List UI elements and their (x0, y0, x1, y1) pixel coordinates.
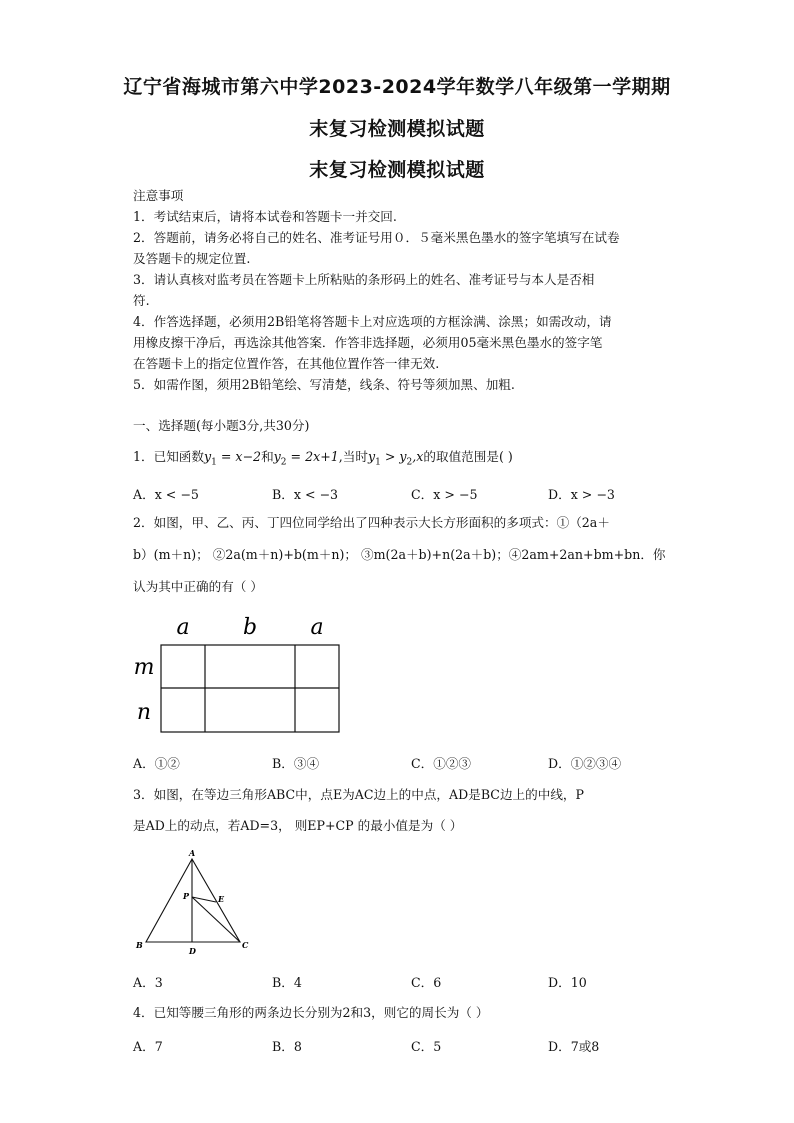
q1-and: 和 (261, 449, 274, 464)
option-a[interactable]: A．x < −5 (133, 487, 199, 502)
notice-line: 5．如需作图，须用2B铅笔绘、写清楚，线条、符号等须加黑、加粗. (133, 377, 515, 392)
point-e-label: E (218, 894, 225, 904)
option-b[interactable]: B．4 (272, 975, 302, 990)
question-4-options (133, 1036, 653, 1056)
notice-line: 在答题卡上的指定位置作答，在其他位置作答一律无效. (133, 356, 440, 371)
vertex-c-label: C (242, 940, 249, 950)
notice-heading: 注意事项 (133, 188, 184, 203)
question-3-stem-line-1: 3．如图，在等边三角形ABC中，点E为AC边上的中点，AD是BC边上的中线，P (133, 787, 584, 802)
notice-line: 及答题卡的规定位置. (133, 251, 251, 266)
label-a-left: a (176, 615, 190, 640)
q1-cmp-b-sub: 2 (406, 457, 413, 468)
doc-title-line-2: 末复习检测模拟试题 (309, 118, 485, 140)
q1-eq2: = 2x+1 (286, 449, 339, 464)
option-b[interactable]: B．③④ (272, 756, 320, 771)
option-d[interactable]: D．x > −3 (548, 487, 615, 502)
option-d[interactable]: D．①②③④ (548, 756, 622, 771)
label-a-right: a (310, 615, 324, 640)
section-heading: 一、选择题(每小题3分,共30分) (133, 418, 310, 433)
notice-line: 1．考试结束后，请将本试卷和答题卡一并交回. (133, 209, 397, 224)
doc-title-line-1: 辽宁省海城市第六中学2023-2024学年数学八年级第一学期期 (123, 76, 671, 98)
option-c[interactable]: C．x > −5 (411, 487, 478, 502)
vertex-a-label: A (189, 848, 196, 858)
q1-eq1: = x−2 (216, 449, 262, 464)
label-b: b (242, 615, 258, 640)
question-2-stem-line-2: b）(m＋n)； ②2a(m＋n)+b(m＋n)； ③m(2a＋b)+n(2a＋b)；④2am+2an+bm+bn．你 (133, 547, 666, 562)
doc-title-line-3: 末复习检测模拟试题 (309, 159, 485, 181)
q1-cmp-a: y (367, 449, 376, 464)
question-1-options (133, 484, 653, 504)
question-2-stem-line-3: 认为其中正确的有（ ） (133, 579, 263, 594)
vertex-b-label: B (136, 940, 143, 950)
q1-when: ,当时 (338, 449, 368, 464)
option-d[interactable]: D．7或8 (548, 1039, 600, 1054)
q1-var: ,x (412, 449, 424, 464)
label-m: m (133, 655, 155, 680)
triangle-figure (130, 845, 260, 960)
option-b[interactable]: B．8 (272, 1039, 302, 1054)
segment-pe (192, 897, 216, 902)
q1-y2: y (273, 449, 281, 464)
segment-pc (192, 897, 240, 942)
question-1-stem (133, 446, 513, 474)
question-3-stem-line-2: 是AD上的动点，若AD=3， 则EP+CP 的最小值是为（ ） (133, 818, 463, 833)
option-a[interactable]: A．①② (133, 756, 180, 771)
option-d[interactable]: D．10 (548, 975, 587, 990)
question-4-stem: 4．已知等腰三角形的两条边长分别为2和3，则它的周长为（ ） (133, 1005, 489, 1020)
question-2-options (133, 753, 653, 773)
option-c[interactable]: C．6 (411, 975, 442, 990)
point-d-label: D (189, 946, 196, 956)
q1-y1-sub: 1 (211, 457, 217, 468)
notice-line: 3．请认真核对监考员在答题卡上所粘贴的条形码上的姓名、准考证号与本人是否相 (133, 272, 595, 287)
q1-prefix: 1．已知函数 (133, 449, 204, 464)
notice-line: 4．作答选择题，必须用2B铅笔将答题卡上对应选项的方框涂满、涂黑；如需改动，请 (133, 314, 612, 329)
q1-suffix: 的取值范围是( ) (423, 449, 513, 464)
label-n: n (136, 700, 152, 725)
q1-cmp-gt: > (380, 449, 400, 464)
option-c[interactable]: C．5 (411, 1039, 442, 1054)
question-2-stem-line-1: 2．如图，甲、乙、丙、丁四位同学给出了四种表示大长方形面积的多项式：①（2a＋ (133, 515, 610, 530)
option-c[interactable]: C．①②③ (411, 756, 472, 771)
point-p-label: P (183, 891, 190, 901)
notice-line: 2．答题前，请务必将自己的姓名、准考证号用０．５毫米黑色墨水的签字笔填写在试卷 (133, 230, 620, 245)
notice-line: 用橡皮擦干净后，再选涂其他答案．作答非选择题，必须用05毫米黑色墨水的签字笔 (133, 335, 603, 350)
q1-cmp-a-sub: 1 (375, 457, 381, 468)
option-a[interactable]: A．3 (133, 975, 163, 990)
option-b[interactable]: B．x < −3 (272, 487, 339, 502)
q1-y1: y (203, 449, 212, 464)
q1-cmp-b: y (399, 449, 407, 464)
notice-line: 符. (133, 293, 150, 308)
question-3-options (133, 972, 653, 992)
rectangle-figure (130, 612, 350, 742)
q1-y2-sub: 2 (280, 457, 287, 468)
option-a[interactable]: A．7 (133, 1039, 163, 1054)
triangle-abc (146, 859, 240, 942)
